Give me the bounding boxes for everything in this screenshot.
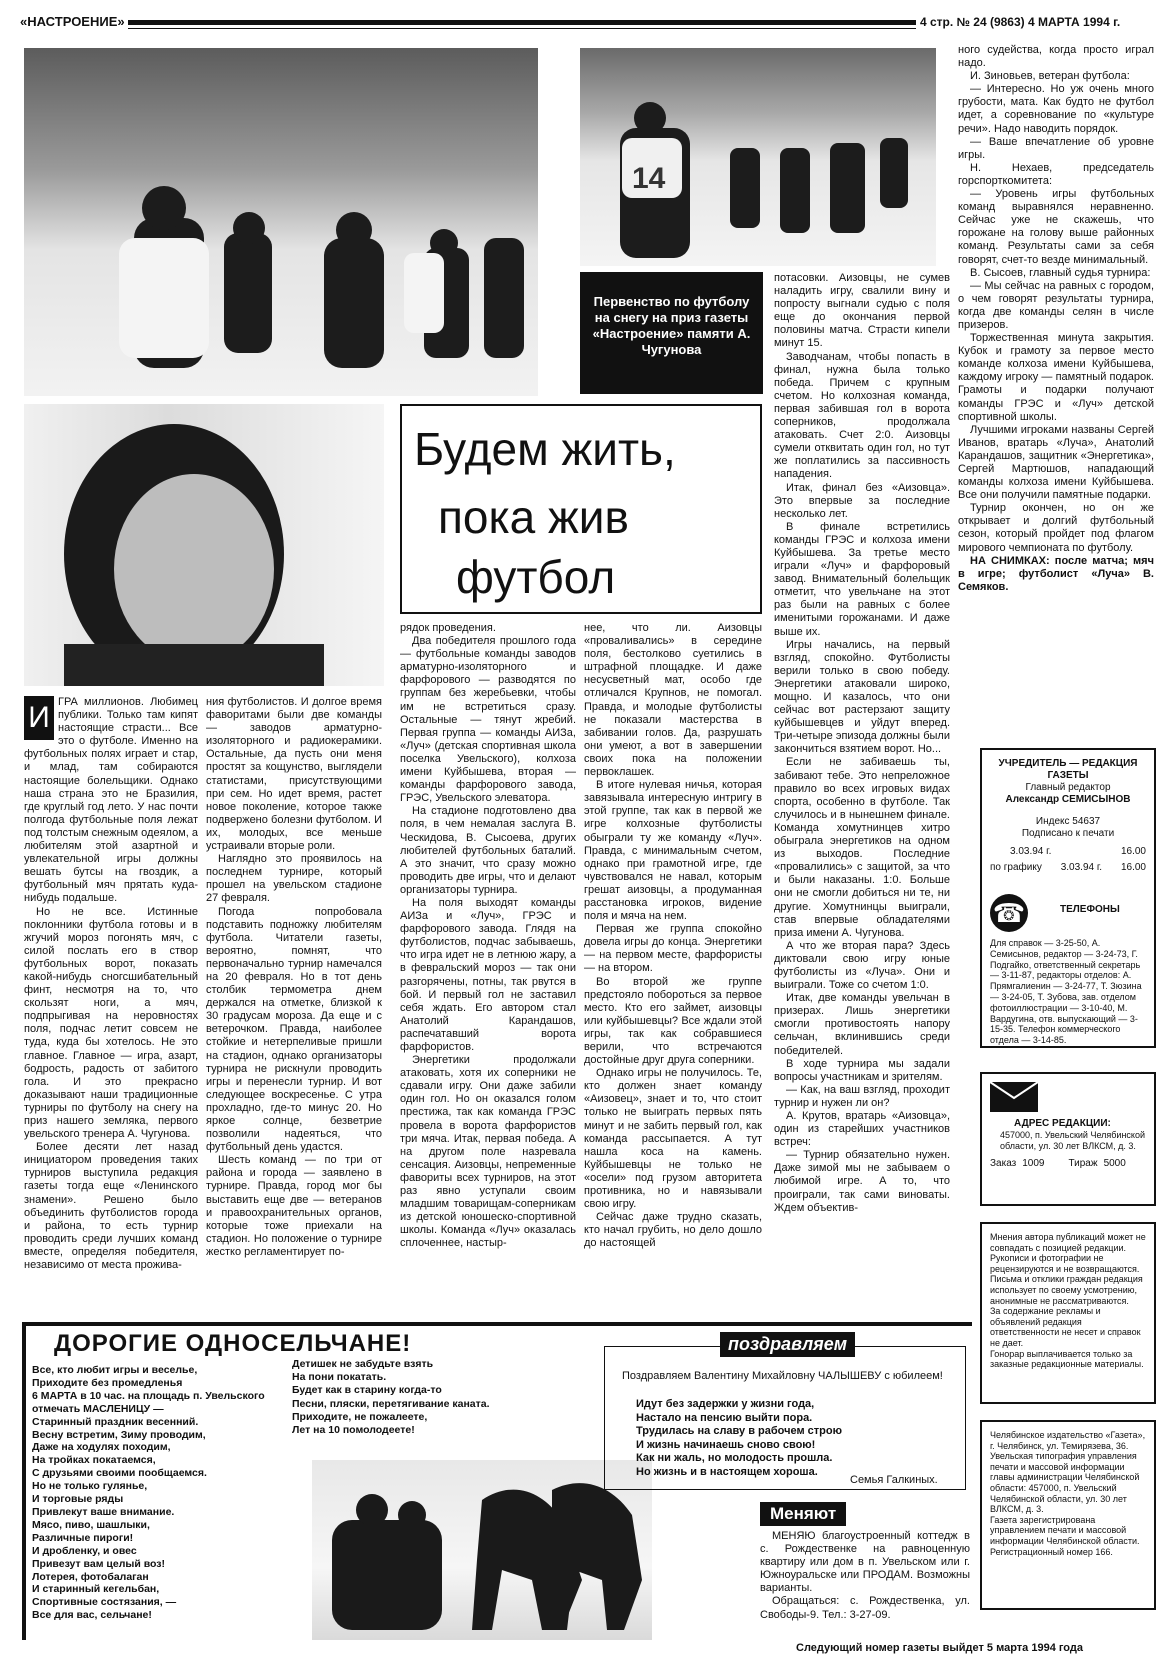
signed-label: Подписано к печати [1021, 828, 1115, 839]
col6-para: Н. Нехаев, председатель горспорткомитета: [958, 161, 1154, 187]
headline-line-2: пока жив [438, 491, 629, 543]
verse-line: На пони покатать. [292, 1371, 387, 1384]
editor-label: Главный редактор [1025, 782, 1111, 793]
issue-line: 4 стр. № 24 (9863) 4 МАРТА 1994 г. [920, 15, 1121, 29]
col2-para: Наглядно это проявилось на последнем турнире, который прошел на увельском стадионе 27 февраля. [206, 853, 382, 905]
exchange-banner: Меняют [760, 1502, 846, 1526]
phones-block [990, 892, 1146, 1046]
signed-time: 16.00 [1120, 846, 1146, 857]
col5-para: Итак, финал без «Аизовца». Это впервые за последние несколько лет. [774, 481, 950, 520]
col1-para: Но не все. Истинные поклонники футбола готовы и в жгучий мороз погонять мяч, с силой послать его в створ футбольных ворот, показать какой-нибудь сногсшибательный финт, несмотря на то, что скользят ноги, а мяч, подпрыгивая на неровностях поля, подчас летит совсем не туда, куда бы хотелось. Не это главное. Главное — игра, азарт, бодрость, радость от забитого гола. И это прекрасно доказывают наши традиционные турниры по футболу на снегу на приз нашего земляка, первого увельского тренера А. Чугунова. [24, 905, 198, 1141]
col4-para: нее, что ли. Аизовцы «проваливались» в середине поля, бестолково суетились в штрафной площадке. И даже несусветный мат, особо где отличался Крупнов, не помогал. Правда, и молодые футболисты не показали мастерства в забивании голов. Да, разрушать они умеют, а вот в завершении своих пока на положении первоклашек. [584, 622, 762, 779]
photo-caption-box [580, 272, 763, 394]
disclaimer-line: Мнения автора публикаций может не совпадать с позицией редакции. Рукописи и фотографии не рецензируются и не возвращаются. [990, 1232, 1146, 1274]
graph-time: 16.00 [1120, 862, 1146, 873]
printer-line: Челябинское издательство «Газета», г. Челябинск, ул. Темирязева, 36. [990, 1430, 1146, 1451]
col5-para: А что же вторая пара? Здесь диктовали свою игру юные футболисты из «Луча». Они и выиграли. Тоже со счетом 1:0. [774, 939, 950, 992]
poem-line: Как ни жаль, но молодость прошла. [636, 1452, 833, 1465]
col2-para: ния футболистов. И долгое время фаворитами были две команды — заводов арматурно-изоляторного и радиокерамики. Остальные, да пусть они меня простят за кощунство, выглядели статистами, присутствующими при сем. Но идет время, растет новое поколение, которое также подвержено болезни футболом. И их, молодых, все меньше устраивали вторые роли. [206, 696, 382, 853]
col3-para: На поля выходят команды АИЗа и «Луч», ГРЭС и фарфорового завода. Глядя на футболистов, подчас забываешь, что игра идет не в летнюю жару, а в февральский мороз — так они разгорячены, потны, так рвутся в бой. И первый гол не заставил себя ждать. Его автором стал Анатолий Карандашов, распечатавший ворота фарфористов. [400, 896, 576, 1053]
photo-figures [24, 48, 538, 396]
col4-para: Первая же группа спокойно довела игры до конца. Энергетики — на первом месте, фарфористы — на втором. [584, 923, 762, 975]
col3-para: Два победителя прошлого года — футбольные команды заводов арматурно-изоляторного и фарфорового — разводятся по группам без жеребьевки, чтобы им не встретиться сразу. Остальные — тянут жребий. Первая группа — команды АИЗа, «Луч» (детская спортивная школа поселка Увельского), колхоза имени Куйбышева, вторая — команды фарфорового завода, ГРЭС, Увельского элеватора. [400, 635, 576, 805]
headline-line-1: Будем жить, [414, 423, 676, 475]
troika-illustration [312, 1460, 652, 1640]
masthead-rule [128, 20, 916, 25]
col3-para: На стадионе подготовлено два поля, в чем немалая заслуга В. Ческидова, В. Сысоева, других любителей футбольных баталий. А это значит, что сразу можно проводить две игры, что и делают организаторы турнира. [400, 805, 576, 896]
col4-para: В итоге нулевая ничья, которая завязывала интересную интригу в этой группе, так как в первой же игре колхозные футболисты обыграли ту же команду «Луч». Правда, с минимальным счетом, однако при грамотной игре, где чувствовался не навал, которым грешат аизовцы, а продуманная расстановка игроков, видение поля и мяча на нем. [584, 779, 762, 923]
disclaimer-box [980, 1222, 1156, 1404]
verse-line: Будет как в старину когда-то [292, 1384, 442, 1397]
col3-para: Энергетики продолжали атаковать, хотя их соперники не сдавали игру. Они даже забили один гол. Но он оказался голом престижа, так как команда ГРЭС провела в ворота фарфористов три мяча. Итак, первая победа. А на другом поле назревала сенсация. Аизовцы, непременные фавориты всех турниров, на этот раз явно уступали своим младшим товарищам-соперникам из детской юношеско-спортивной школы. Команда «Луч» оказалась сплоченнее, настыр- [400, 1054, 576, 1250]
maslenitsa-heading: ДОРОГИЕ ОДНОСЕЛЬЧАНЕ! [54, 1330, 412, 1357]
col5-para: В ходе турнира мы задали вопросы участникам и зрителям. [774, 1057, 950, 1083]
col6-para: ного судейства, когда просто играл надо. [958, 44, 1154, 70]
verse-line: Весну встретим, Зиму проводим, [32, 1428, 206, 1441]
verse-line: На тройках покатаемся, [32, 1454, 156, 1467]
order-number: 1009 [1022, 1158, 1045, 1169]
verse-line: Все для вас, сельчане! [32, 1609, 152, 1622]
article-column-4 [584, 622, 762, 1312]
col5-para: А. Крутов, вратарь «Аизовца», один из старейших участников встреч: [774, 1110, 950, 1149]
verse-line: Детишек не забудьте взять [292, 1358, 434, 1370]
col6-para: — Мы сейчас на равных с городом, о чем говорят результаты турнира, когда две команды селян в числе призеров. [958, 279, 1154, 331]
col5-para: — Турнир обязательно нужен. Даже зимой мы не забываем о любимой игре. А то, что проиграли, так сами виноваты. Ждем объектив- [774, 1149, 950, 1214]
section-title: «НАСТРОЕНИЕ» [20, 14, 125, 29]
mail-icon [990, 1082, 1038, 1112]
index-number: Индекс 54637 [1035, 816, 1101, 827]
col5-para: В финале встретились команды ГРЭС и колхоза имени Куйбышева. За третье место играли «Луч» и фарфоровый завод. Внимательный болельщик отметит, что увельчане на этот раз были на равных с более именитыми горожанами. И даже выше их. [774, 520, 950, 638]
verse-line: Приходите без промедленья [32, 1376, 183, 1389]
congrats-intro: Поздравляем Валентину Михайловну ЧАЛЫШЕВУ с юбилеем! [622, 1370, 943, 1382]
congrats-banner: поздравляем [720, 1332, 855, 1357]
col5-para: Если не забиваешь ты, забивают тебе. Это непреложное правило во всех игровых видах спорта, особенно в футболе. Так случилось и в нынешнем финале. Команда хомутнинцев хитро обыграла энергетиков на одном из выходов. Последние «провалились» с защитой, за что и были наказаны. 1:0. Больше они не смогли добиться ни те, ни другие. Хомутнинцы выиграли, став впервые обладателями приза имени А. Чугунова. [774, 756, 950, 939]
verse-line: И дробленку, и овес [32, 1544, 137, 1557]
signed-row [990, 846, 1146, 858]
graph-date: 3.03.94 г. [1060, 862, 1103, 873]
photo-player-portrait [24, 404, 384, 686]
graph-label: по графику [990, 862, 1042, 873]
disclaimer-line: Письма и отклики граждан редакция использует по своему усмотрению, анонимные не рассматриваются. [990, 1274, 1143, 1306]
verse-line: Лотерея, фотобалаган [32, 1570, 149, 1583]
printer-line: Увельская типография управления печати и массовой информации главы администрации Челябинской области: 457000, п. Увельский Челябинской области, ул. 30 лет ВЛКСМ, д. 3. [990, 1451, 1140, 1515]
run-number: 5000 [1103, 1158, 1126, 1169]
col5-para: Итак, две команды увельчан в призерах. Лишь энергетики смогли противостоять напору сельчан, вклинившись среди победителей. [774, 992, 950, 1057]
disclaimer-line: Гонорар выплачивается только за заказные редакционные материалы. [990, 1348, 1144, 1370]
col1-para: Более десяти лет назад инициатором проведения таких турниров выступила редакция газеты тогда еще «Ленинского знамени». Решено было объединить футболистов города и района, то есть турнир проводить среди лучших команд вместе, определяя победителя, независимо от места прожива- [24, 1141, 198, 1272]
article-column-2 [206, 696, 382, 1310]
col6-para: — Ваше впечатление об уровне игры. [958, 135, 1154, 161]
poem-line: Настало на пенсию выйти пора. [636, 1411, 813, 1424]
verse-line: Приходите, не пожалеете, [292, 1410, 428, 1423]
verse-line: 6 МАРТА в 10 час. на площадь п. Увельского отмечать МАСЛЕНИЦУ — [32, 1389, 265, 1415]
col5-para: Игры начались, на первый взгляд, спокойно. Футболисты верили только в свою победу. Энергетики атаковали широко, мощно. И казалось, что они сейчас вот растерзают защиту куйбышевцев и уйдут вперед. Три-четыре эпизода должны были закончиться взятием ворот. Но... [774, 638, 950, 756]
col6-para: Турнир окончен, но он же открывает и долгий футбольный сезон, который пройдет под флагом мирового чемпионата по футболу. [958, 502, 1154, 554]
col6-para: — Уровень игры футбольных команд выравнялся неравненно. Сейчас уже не скажешь, что горожане на голову выше районных команд. Результаты сами за себя говорят, счет-то везде минимальный. [958, 188, 1154, 266]
address-box [980, 1072, 1156, 1206]
photo-credits: НА СНИМКАХ: после матча; мяч в игре; футболист «Луча» В. Семяков. [958, 554, 1154, 593]
article-column-3 [400, 622, 576, 1312]
printer-line: Газета зарегистрирована управлением печати и массовой информации Челябинской области. Регистрационный номер 166. [990, 1514, 1140, 1557]
next-issue-note: Следующий номер газеты выйдет 5 марта 1994 года [796, 1642, 1083, 1654]
congrats-poem [636, 1398, 936, 1480]
photo-after-match [24, 48, 538, 396]
address-title: АДРЕС РЕДАКЦИИ: [1014, 1118, 1111, 1129]
verse-line: Все, кто любит игры и веселье, [32, 1364, 198, 1376]
phones-title: ТЕЛЕФОНЫ [1060, 904, 1120, 915]
article-column-5 [774, 272, 950, 1312]
col3-para: рядок проведения. [400, 622, 496, 634]
publisher-box [980, 748, 1156, 1048]
verse-line: И старинный кегельбан, [32, 1583, 160, 1596]
portrait-shape [24, 404, 384, 686]
order-row [990, 1158, 1146, 1170]
verse-line: Спортивные состязания, — [32, 1596, 177, 1609]
col6-para: Торжественная минута закрытия. Кубок и грамоту за первое место команде колхоза имени Куйбышева, каждому игроку — памятный подарок. Грамоты и подарки получают команды ГРЭС и «Луч» детской спортивной школы. [958, 332, 1154, 423]
headline-line-3: футбол [456, 551, 616, 603]
masthead-rule-thin [128, 28, 916, 29]
poem-line: Идут без задержки у жизни года, [636, 1398, 815, 1410]
exchange-body: МЕНЯЮ благоустроенный коттедж в с. Рождественке на равноценную квартиру или дом в п. Увельском или г. Южноуральске или ПРОДАМ. Возможны варианты. [760, 1530, 970, 1595]
printer-box [980, 1420, 1156, 1610]
col5-para: — Как, на ваш взгляд, проходит турнир и нужен ли он? [774, 1083, 950, 1109]
poem-line: Трудилась на славу в рабочем строю [636, 1425, 842, 1438]
run-label: Тираж [1068, 1158, 1098, 1169]
telephone-icon: ☎ [990, 894, 1028, 932]
col6-para: И. Зиновьев, ветеран футбола: [970, 70, 1130, 83]
col6-para: В. Сысоев, главный судья турнира: [970, 266, 1151, 279]
poem-line: Но жизнь и в настоящем хороша. [636, 1465, 818, 1478]
article-column-1 [24, 696, 198, 1310]
disclaimer-line: За содержание рекламы и объявлений редакция ответственности не несет и справок не дает. [990, 1306, 1141, 1348]
col1-para: ГРА миллионов. Любимец публики. Только там кипят настоящие страсти... Все это о футболе. Именно на футбольных полях играет и стар, и млад, там собираются настоящие болельщики. Однако наша страна это не Бразилия, где круглый год лето. У нас почти полгода футбольные поля лежат под толстым снежным одеялом, а любителям этой азартной и увлекательной игры должны вешать бутсы на гвоздик, а футбольный мяч прятать куда-нибудь подальше. [24, 696, 198, 905]
phones-text: Для справок — 3-25-50, А. Семисынов, редактор — 3-24-73, Г. Подгайко, ответственный секретарь — 3-11-87, редакторы отделов: А. Прямгалиенин — 3-24-77, Т. Зюзина — 3-24-05, Т. Зубова, зав. отделом фотоиллюстрации — 3-10-40, М. Вардугина, отв. выпускающий — 3-15-35. Телефон коммерческого отдела — 3-14-85. [990, 938, 1142, 1046]
verse-line: Мясо, пиво, шашлыки, [32, 1518, 150, 1531]
svg-text:14: 14 [632, 162, 666, 195]
photo-players [580, 48, 936, 266]
photo-ball-in-play [580, 48, 936, 266]
verse-line: Различные пироги! [32, 1531, 134, 1544]
col2-para: Погода попробовала подставить подножку любителям футбола. Читатели газеты, вероятно, помнят, что первоначально турнир намечался на 20 февраля. Но в тот день столбик термометра днем держался на отметке, близкой к 30 градусам мороза. Да еще и с ветерочком. Правда, наиболее стойкие и нетерпеливые пришли на стадион, однако организаторы турнира не рискнули проводить игры и перенесли турнир. И вот следующее воскресенье. С утра прохладно, где-то минус 20. Но яркое солнце, безветрие позволили надеяться, что футбольный день удастся. [206, 905, 382, 1154]
verse-line: И торговые ряды [32, 1493, 124, 1506]
verse-line: Песни, пляски, перетягивание каната. [292, 1397, 490, 1410]
photo-caption-text: Первенство по футболу на снегу на приз газеты «Настроение» памяти А. Чугунова [592, 294, 751, 357]
signed-date: 3.03.94 г. [1010, 846, 1052, 857]
photo-troika [312, 1460, 652, 1640]
col4-para: Во второй же группе предстояло побороться за первое место. Кто его займет, аизовцы или куйбышевцы? Все ждали этой игры, так как собравшиеся верили, что встречаются достойные друг друга соперники. [584, 975, 762, 1067]
exchange-text [760, 1530, 970, 1640]
verse-line: Но не только гулянье, [32, 1480, 148, 1493]
maslenitsa-verse-2 [292, 1358, 582, 1437]
graph-row [990, 862, 1146, 874]
address-text: 457000, п. Увельский Челябинской области, ул. 30 лет ВЛКСМ, д. 3. [1000, 1130, 1145, 1151]
poem-line: И жизнь начинаешь сново свою! [636, 1438, 816, 1451]
verse-line: Привлекут ваше внимание. [32, 1505, 175, 1518]
col5-para: потасовки. Аизовцы, не сумев наладить игру, свалили вину и попросту выгнали судью с поля еще до окончания первой половины матча. Страсти кипели минут 15. [774, 272, 950, 350]
col4-para: Однако игры не получилось. Те, кто должен знает команду «Аизовец», знает и то, что стоит только не выиграть первых пять минут и не забить первый гол, как команда рассыпается. А тут нашла коса на камень. Куйбышевцы не только не «осели» под грузом авторитета противника, но и навязывали свою игру. [584, 1067, 762, 1211]
col4-para: Сейчас даже трудно сказать, кто начал грубить, но дело дошло до настоящей [584, 1211, 762, 1250]
verse-line: Даже на ходулях походим, [32, 1441, 171, 1454]
editor-name: Александр СЕМИСЫНОВ [1005, 794, 1131, 805]
congrats-signature: Семья Галкиных. [850, 1474, 938, 1486]
publisher-title: УЧРЕДИТЕЛЬ — РЕДАКЦИЯ ГАЗЕТЫ [998, 758, 1138, 781]
col5-para: Заводчанам, чтобы попасть в финал, нужна была только победа. Причем с крупным счетом. Но колхозная команда, первая забившая гол в ворота соперников, продолжала атаковать. Счет 2:0. Аизовцы сумели отквитать один гол, но тут же поплатились за пассивность нападения. [774, 350, 950, 481]
article-column-6 [958, 44, 1154, 744]
order-label: Заказ [990, 1158, 1017, 1169]
verse-line: Привезут вам целый воз! [32, 1557, 166, 1570]
headline-box [400, 404, 762, 614]
exchange-contact: Обращаться: с. Рождественка, ул. Свободы-9. Тел.: 3-27-09. [760, 1595, 970, 1621]
envelope-icon [990, 1082, 1038, 1112]
verse-line: С друзьями своими пообщаемся. [32, 1467, 207, 1480]
col6-para: — Интересно. Но уж очень много грубости, мата. Как будто не футбол идет, а соревнование по «культуре речи». Надо наводить порядок. [958, 83, 1154, 135]
maslenitsa-verse-1 [32, 1364, 282, 1622]
drop-cap: И [24, 696, 54, 740]
col6-para: Лучшими игроками названы Сергей Иванов, вратарь «Луча», Анатолий Карандашов, защитник «Энергетика», Сергей Мартюшов, нападающий команды колхоза имени Куйбышева. Все они получили памятные подарки. [958, 423, 1154, 502]
verse-line: Старинный праздник весенний. [32, 1415, 199, 1428]
col2-para: Шесть команд — по три от района и города — заявлено в турнире. Правда, город мог бы выставить еще две — ветеранов и правоохранительных органов, которые тоже приехали на стадион. Но положение о турнире жестко регламентирует по- [206, 1154, 382, 1258]
verse-line: Лет на 10 помолодеете! [292, 1424, 415, 1437]
